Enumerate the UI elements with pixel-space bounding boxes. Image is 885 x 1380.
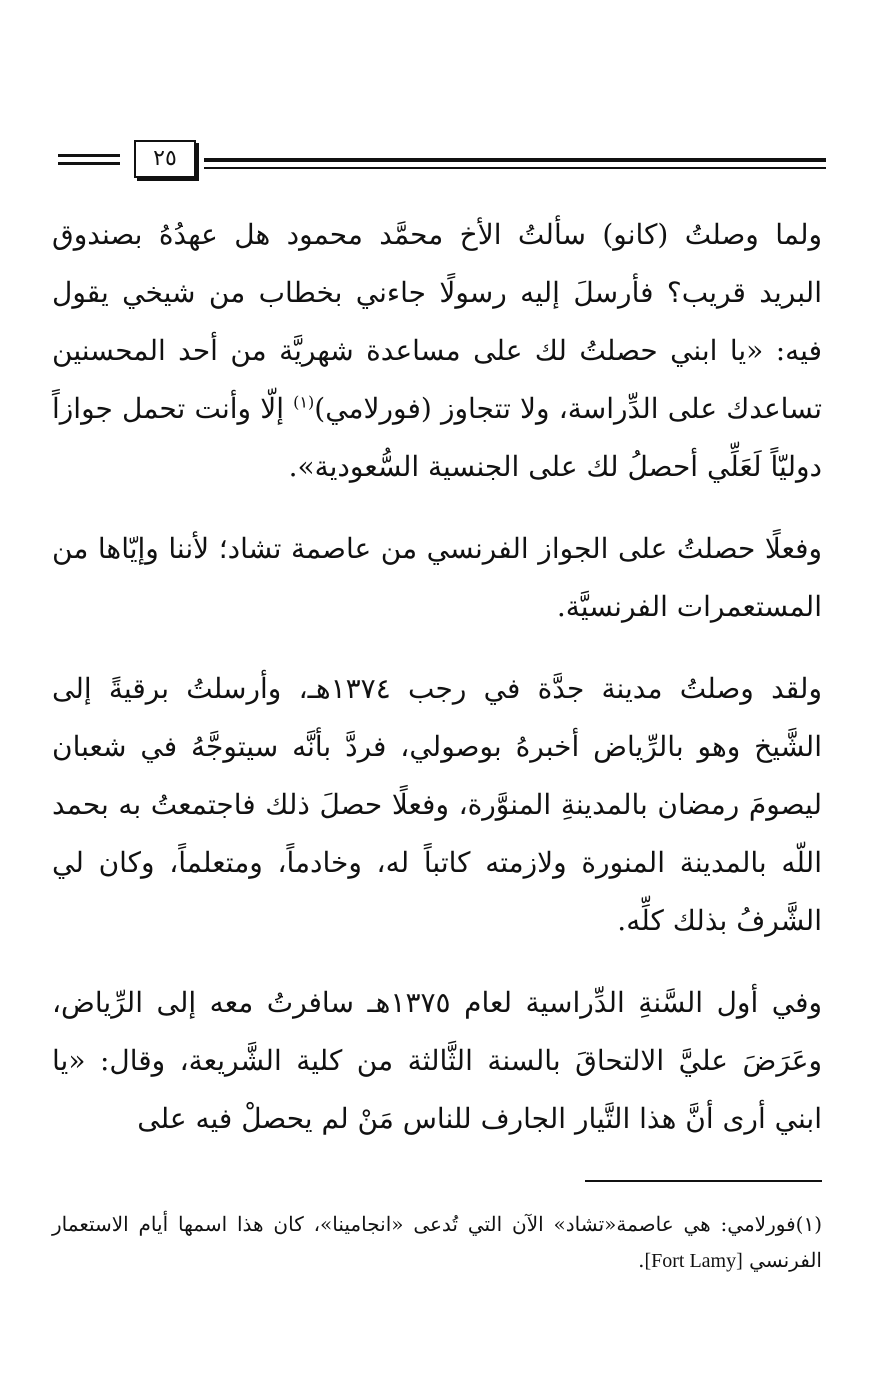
main-text [52,206,822,1172]
paragraph-1 [52,206,822,496]
footnote-separator [585,1180,822,1182]
header-rule-left-top [58,154,120,157]
paragraph-4: وفي أول السَّنةِ الدِّراسية لعام ١٣٧٥هـ سافرتُ معه إلى الرِّياض، وعَرَضَ عليَّ الالتحاقَ بالسنة الثَّالثة من كلية الشَّريعة، وقال: «يا ابني أرى أنَّ هذا التَّيار الجارف للناس مَنْ لم يحصلْ فيه على [52,986,822,1135]
footnote-end: . [638,1248,645,1272]
page-header [58,140,826,180]
paragraph-1-part2: إلّا وأنت تحمل جوازاً دوليّاً لَعَلِّي أحصلُ لك على الجنسية السُّعودية». [52,392,822,483]
paragraph-2: وفعلًا حصلتُ على الجواز الفرنسي من عاصمة تشاد؛ لأننا وإيّاها من المستعمرات الفرنسيَّة. [52,532,822,623]
footnote-reference[interactable]: (١) [293,392,315,412]
paragraph-1-part1: ولما وصلتُ (كانو) سألتُ الأخ محمَّد محمود هل عهدُهُ بصندوق البريد قريب؟ فأرسلَ إليه رسولًا جاءني بخطاب من شيخي يقول فيه: «يا ابني حصلتُ لك على مساعدة شهريَّة من أحد المحسنين تساعدك على الدِّراسة، ولا تتجاوز (فورلامي) [52,218,822,425]
page-number: ٢٥ [134,140,196,178]
header-rule-right-thick [204,158,826,162]
paragraph-3: ولقد وصلتُ مدينة جدَّة في رجب ١٣٧٤هـ، وأرسلتُ برقيةً إلى الشَّيخ وهو بالرِّياض أخبرهُ بوصولي، فردَّ بأنَّه سيتوجَّهُ في شعبان ليصومَ رمضان بالمدينةِ المنوَّرة، وفعلًا حصلَ ذلك فاجتمعتُ به بحمد اللّه بالمدينة المنورة ولازمته كاتباً له، وخادماً، ومتعلماً، وكان لي الشَّرفُ بذلك كلِّه. [52,672,822,937]
header-rule-right-thin [204,167,826,169]
footnote-latin-name: [Fort Lamy] [644,1250,743,1272]
footnote [52,1206,822,1279]
footnote-text: (١)فورلامي: هي عاصمة«تشاد» الآن التي تُدعى «انجامينا»، كان هذا اسمها أيام الاستعمار الفرنسي [52,1212,822,1272]
header-rule-left-bottom [58,162,120,165]
